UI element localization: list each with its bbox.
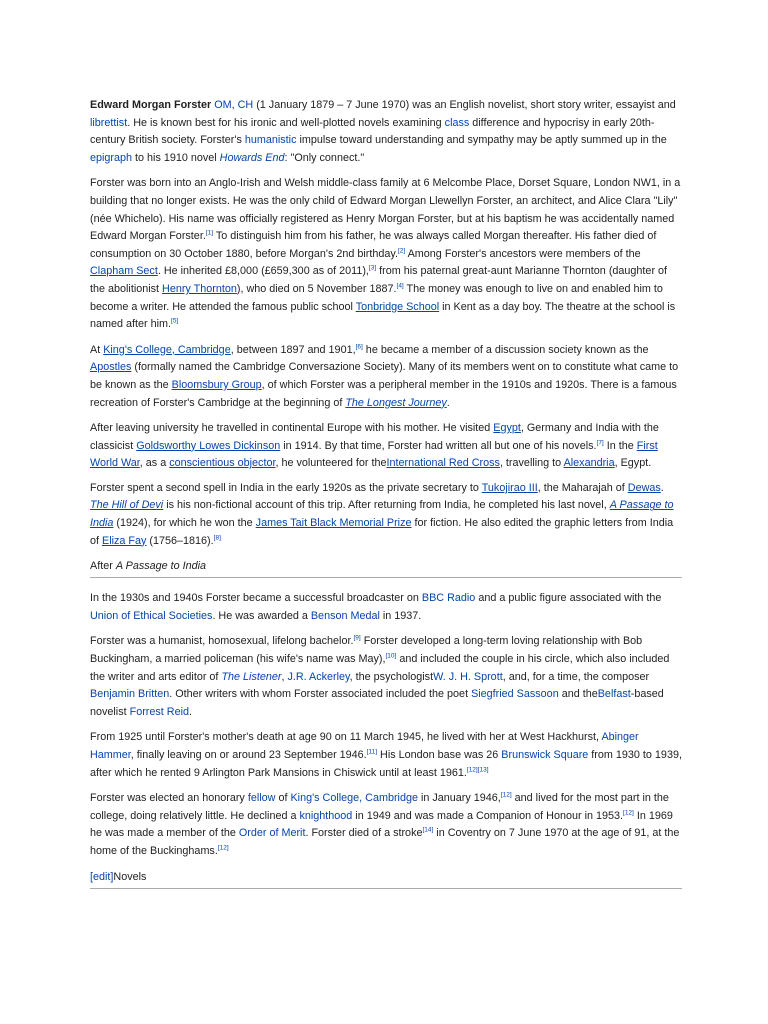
text: (1 January 1879 – 7 June 1970) was an English novelist, short story writer, essayist and <box>253 99 676 111</box>
text: . <box>189 705 193 718</box>
link-a-passage-to-india[interactable]: A Passage to India <box>90 499 674 530</box>
text: Novels <box>113 870 147 883</box>
link-ch[interactable]: CH <box>237 99 254 111</box>
link-siegfried-sassoon[interactable]: Siegfried Sassoon <box>471 688 559 701</box>
citation-link[interactable]: [7] <box>596 439 604 447</box>
text: , Egypt. <box>614 457 652 470</box>
text: Forster was elected an honorary <box>90 792 248 805</box>
text: In the 1930s and 1940s Forster became a successful broadcaster on <box>90 592 422 605</box>
link-belfast[interactable]: Belfast <box>597 688 631 701</box>
text: and a public figure associated with the <box>475 592 662 605</box>
text: and the <box>558 688 598 701</box>
text: . Other writers with whom Forster associated included the poet <box>169 688 472 701</box>
text: for fiction. He also edited the graphic letters from India of <box>90 517 674 547</box>
link-knighthood[interactable]: knighthood <box>299 809 353 822</box>
text: . Forster died of a stroke <box>305 827 423 840</box>
citation-link[interactable]: [6] <box>355 343 363 351</box>
citation <box>597 439 604 446</box>
text: , between 1897 and 1901, <box>230 343 356 356</box>
paragraph <box>90 633 682 721</box>
link-w-j-h-sprott[interactable]: W. J. H. Sprott <box>433 670 503 683</box>
text: [ <box>90 870 93 883</box>
text: , <box>281 670 288 683</box>
link-j-r-ackerley[interactable]: J.R. Ackerley <box>287 670 350 683</box>
text: ] <box>110 870 114 883</box>
text: . <box>660 481 664 494</box>
link-the-hill-of-devi[interactable]: The Hill of Devi <box>90 499 164 512</box>
link-fellow[interactable]: fellow <box>247 792 276 805</box>
link-howards-end[interactable]: Howards End <box>219 151 285 164</box>
citation-link[interactable]: [12] <box>623 809 634 817</box>
text: in 1914. By that time, Forster had written all but one of his novels. <box>280 439 597 452</box>
text: After leaving university he travelled in continental Europe with his mother. He visited <box>90 422 494 435</box>
paragraph <box>90 729 682 782</box>
section-heading <box>90 869 682 889</box>
link-tonbridge-school[interactable]: Tonbridge School <box>355 300 440 313</box>
paragraph <box>90 420 682 473</box>
citation <box>171 318 178 325</box>
link-om[interactable]: OM <box>214 99 232 111</box>
text: in January 1946, <box>417 792 501 805</box>
citation <box>478 766 489 773</box>
citation-link[interactable]: [13] <box>477 766 489 773</box>
link-benjamin-britten[interactable]: Benjamin Britten <box>90 688 170 701</box>
text: , travelling to <box>499 457 564 470</box>
link-union-of-ethical-societies[interactable]: Union of Ethical Societies <box>90 609 213 622</box>
text: in Kent as a day boy. The theatre at the school is named after him. <box>90 300 676 331</box>
text: At <box>90 343 104 356</box>
link-conscientious-objector[interactable]: conscientious objector <box>169 457 276 470</box>
link-epigraph[interactable]: epigraph <box>90 151 133 164</box>
citation <box>422 827 433 834</box>
text: (1924), for which he won the <box>113 517 256 530</box>
text: in Coventry on 7 June 1970 at the age of 91, at the home of the Buckinghams. <box>90 827 680 857</box>
article-body <box>90 97 682 901</box>
link-bloomsbury-group[interactable]: Bloomsbury Group <box>171 378 262 391</box>
text: Forster was a humanist, homosexual, lifelong bachelor. <box>90 635 354 648</box>
citation-link[interactable]: [14] <box>422 826 434 834</box>
text: Forster spent a second spell in India in the early 1920s as the private secretary to <box>90 481 482 494</box>
citation-link[interactable]: [10] <box>385 652 397 660</box>
text: . He was awarded a <box>212 609 311 622</box>
link-order-of-merit[interactable]: Order of Merit <box>238 827 306 840</box>
text: in 1937. <box>379 609 422 622</box>
citation-link[interactable]: [9] <box>353 634 361 642</box>
citation <box>386 652 397 659</box>
paragraph <box>90 480 682 550</box>
text: Forster was born into an Anglo-Irish and Welsh middle-class family at 6 Melcombe Place, Dorset Square, London NW1, in a building that no longer exists. He was the only child of Edward Morgan Llewellyn Forster, an architect, and Alice Clara "Lily" (née Whichelo). His name was officially registered as Henry Morgan Forster, but at his baptism he was accidentally named Edward Morgan Forster. <box>90 177 681 243</box>
citation <box>501 792 512 799</box>
text: -based novelist <box>90 688 664 718</box>
citation <box>218 844 229 851</box>
link-dewas[interactable]: Dewas <box>627 481 661 494</box>
citation <box>623 809 634 816</box>
text: : "Only connect." <box>284 151 365 164</box>
link-the-longest-journey[interactable]: The Longest Journey <box>345 396 447 409</box>
text: His London base was 26 <box>377 749 502 761</box>
text: , Germany and India with the classicist <box>90 422 659 452</box>
citation <box>397 282 404 289</box>
text: , and, for a time, the composer <box>502 670 650 683</box>
citation-link[interactable]: [12] <box>466 766 478 773</box>
text: , as a <box>139 457 170 470</box>
text: , he volunteered for the <box>275 457 387 470</box>
citation-link[interactable]: [5] <box>171 317 179 325</box>
paragraph <box>90 590 682 625</box>
link-tukojirao-iii[interactable]: Tukojirao III <box>481 481 538 494</box>
text: A Passage to India <box>115 560 207 573</box>
text: impulse toward understanding and sympathy may be aptly summed up in the <box>296 134 667 147</box>
citation-link[interactable]: [8] <box>213 534 221 542</box>
link-egypt[interactable]: Egypt <box>493 422 521 435</box>
text: From 1925 until Forster's mother's death at age 90 on 11 March 1945, he lived with her at West Hackhurst, <box>90 731 602 744</box>
text: of <box>275 792 291 805</box>
text: and included the couple in his circle, which also included the writer and arts editor of <box>90 653 670 683</box>
citation-link[interactable]: [4] <box>396 282 404 290</box>
text: difference and hypocrisy in early 20th-century British society. Forster's <box>90 116 655 147</box>
link-class[interactable]: class <box>444 116 470 129</box>
text: In the <box>603 439 637 452</box>
link-henry-thornton[interactable]: Henry Thornton <box>162 282 237 295</box>
link-king-s-college-cambridge[interactable]: King's College, Cambridge <box>103 343 231 356</box>
link-bbc-radio[interactable]: BBC Radio <box>421 592 476 605</box>
text: to his 1910 novel <box>132 151 220 164</box>
link-librettist[interactable]: librettist <box>90 116 128 129</box>
article-subject: Edward Morgan Forster <box>90 99 212 111</box>
text: . He inherited £8,000 (£659,300 as of 2011), <box>157 265 369 278</box>
link-brunswick-square[interactable]: Brunswick Square <box>501 749 589 761</box>
paragraph <box>90 342 682 412</box>
text: in 1949 and was made a Companion of Honour in 1953. <box>352 809 624 822</box>
text: , of which Forster was a peripheral member in the 1910s and 1920s. There is a famous recreation of Forster's Cambridge at the beginning of <box>90 378 677 409</box>
citation <box>353 635 360 642</box>
section-heading <box>90 558 682 578</box>
citation <box>367 748 377 755</box>
citation <box>206 230 213 237</box>
text: . He is known best for his ironic and well-plotted novels examining <box>127 116 445 129</box>
link-benson-medal[interactable]: Benson Medal <box>310 609 380 622</box>
edit-link[interactable]: edit <box>93 870 111 883</box>
link-abinger-hammer[interactable]: Abinger Hammer <box>90 731 639 761</box>
text: The money was enough to live on and enabled him to become a writer. He attended the famous public school <box>90 282 663 313</box>
text: from his paternal great-aunt Marianne Thornton (daughter of the abolitionist <box>90 265 668 295</box>
link-international-red-cross[interactable]: International Red Cross <box>386 457 500 470</box>
link-first-world-war[interactable]: First World War <box>90 439 658 470</box>
text: (1756–1816). <box>146 534 214 547</box>
text: , <box>231 99 238 111</box>
text: ), who died on 5 November 1887. <box>236 282 397 295</box>
link-forrest-reid[interactable]: Forrest Reid <box>129 705 190 718</box>
citation <box>467 766 478 773</box>
citation-link[interactable]: [11] <box>366 748 378 756</box>
link-alexandria[interactable]: Alexandria <box>563 457 615 470</box>
text: from 1930 to 1939, after which he rented 9 Arlington Park Mansions in Chiswick until at least 1961. <box>90 749 682 779</box>
text: he became a member of a discussion society known as the <box>362 343 649 356</box>
link-the-listener[interactable]: The Listener <box>221 670 282 683</box>
link-eliza-fay[interactable]: Eliza Fay <box>102 534 147 547</box>
text: . <box>446 396 450 409</box>
text: , finally leaving on or around 23 September 1946. <box>130 749 367 761</box>
link-apostles[interactable]: Apostles <box>90 361 132 374</box>
citation-link[interactable]: [12] <box>500 791 512 799</box>
text: Forster developed a long-term loving relationship with Bob Buckingham, a married policeman (his wife's name was May), <box>90 635 643 666</box>
citation-link[interactable]: [2] <box>397 247 406 255</box>
text: In 1969 he was made a member of the <box>90 809 673 840</box>
paragraph <box>90 97 682 167</box>
text: (formally named the Cambridge Conversazione Society). Many of its members went on to constitute what came to be known as the <box>90 361 679 391</box>
citation <box>214 534 221 541</box>
text: , the psychologist <box>349 670 434 683</box>
paragraph <box>90 175 682 333</box>
text: Among Forster's ancestors were members of the <box>405 247 641 260</box>
text: After <box>90 560 116 573</box>
link-goldsworthy-lowes-dickinson[interactable]: Goldsworthy Lowes Dickinson <box>136 439 281 452</box>
link-james-tait-black-memorial-prize[interactable]: James Tait Black Memorial Prize <box>255 517 412 530</box>
link-king-s-college-cambridge[interactable]: King's College, Cambridge <box>290 792 418 805</box>
citation-link[interactable]: [1] <box>205 229 214 237</box>
citation <box>356 343 363 350</box>
text: and lived for the most part in the college, doing relatively little. He declined a <box>90 792 669 822</box>
citation-link[interactable]: [12] <box>217 844 229 852</box>
citation-link[interactable]: [3] <box>368 264 377 272</box>
text: , the Maharajah of <box>537 481 628 494</box>
text: is his non-fictional account of this trip. After returning from India, he completed his last novel, <box>163 499 610 512</box>
link-clapham-sect[interactable]: Clapham Sect <box>90 265 158 278</box>
paragraph <box>90 790 682 860</box>
link-humanistic[interactable]: humanistic <box>244 134 297 147</box>
text: To distinguish him from his father, he was always called Morgan thereafter. His father died of consumption on 30 October 1880, before Morgan's 2nd birthday. <box>90 230 657 260</box>
